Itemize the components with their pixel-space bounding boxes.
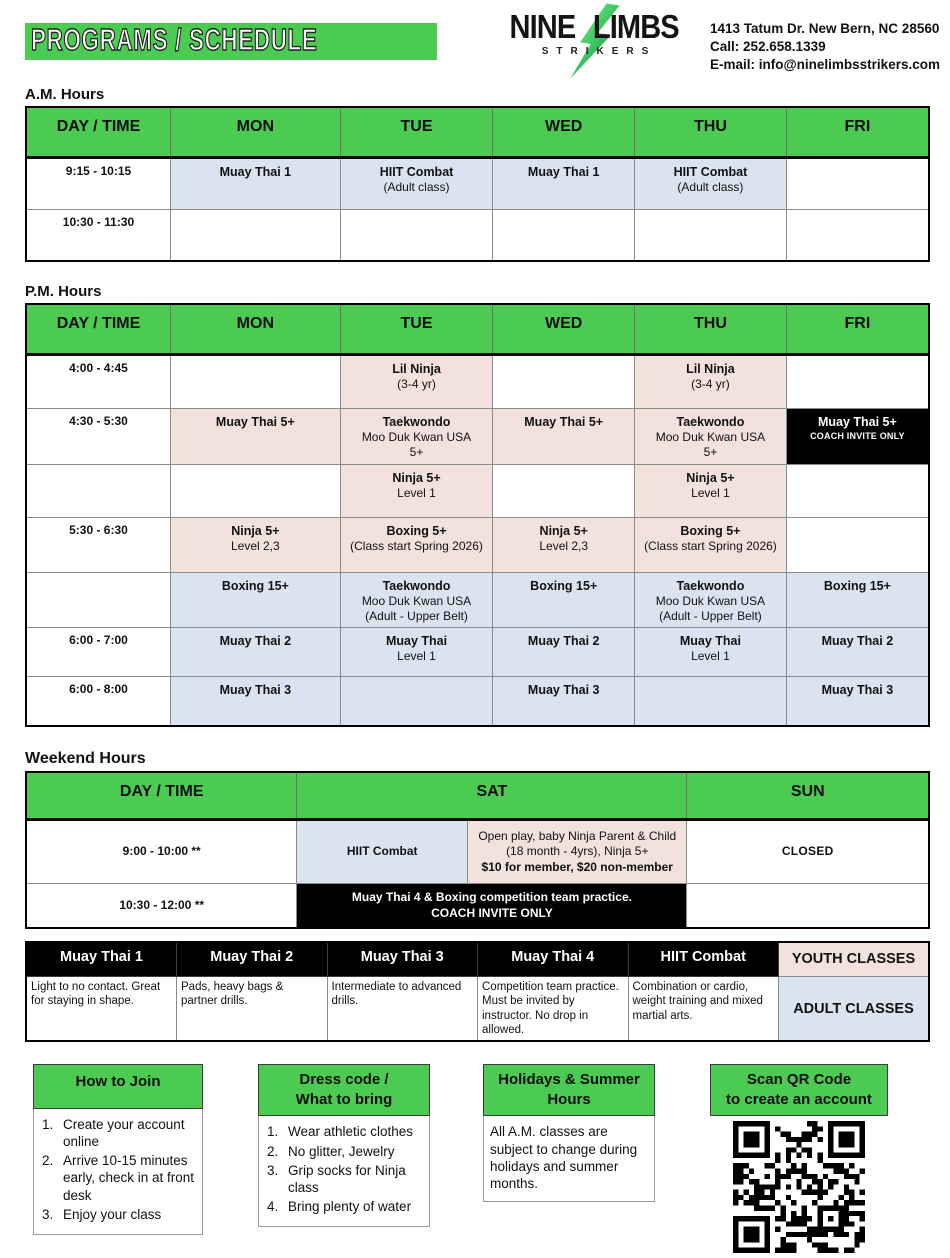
day-header: FRI [786,304,929,354]
class-cell: Boxing 15+ [786,572,929,627]
contact-info [710,20,940,74]
holidays-text: All A.M. classes are subject to change during holidays and summer months. [490,1124,638,1191]
day-header: THU [635,304,787,354]
day-header: FRI [786,107,929,157]
class-cell [170,464,340,517]
class-name-header: Muay Thai 1 [26,942,177,976]
class-cell [635,209,787,261]
brand-logo [505,10,685,57]
class-cell [786,464,929,517]
schedule-row [26,627,929,676]
pm-hours-section [0,283,950,727]
class-cell: Ninja 5+ Level 1 [340,464,493,517]
class-cell: Muay Thai 1 [493,157,635,209]
weekend-time-cell: 10:30 - 12:00 ** [26,883,297,928]
dress-code-title: Dress code / What to bring [258,1064,430,1116]
weekend-hiit-combat-cell: HIIT Combat [297,819,468,883]
how-to-join-list [38,1116,198,1223]
weekend-closed-cell: CLOSED [687,819,929,883]
dress-code-box [258,1064,430,1227]
pm-hours-label: P.M. Hours [25,283,102,300]
qr-title: Scan QR Code to create an account [710,1064,888,1116]
class-cell [170,209,340,261]
weekend-header-sun: SUN [687,772,929,819]
brand-word-nine: NINE [509,8,576,45]
class-cell: Muay Thai 2 [493,627,635,676]
class-cell: Muay Thai Level 1 [635,627,787,676]
class-cell: Boxing 15+ [170,572,340,627]
brand-subtitle: STRIKERS [541,46,657,57]
schedule-row [26,676,929,726]
am-hours-section [0,86,950,262]
weekend-empty-cell [687,883,929,928]
class-description: Pads, heavy bags & partner drills. [177,976,328,1041]
open-play-line1: Open play, baby Ninja Parent & Child [478,828,677,843]
time-cell: 10:30 - 11:30 [26,209,170,261]
class-description: Intermediate to advanced drills. [327,976,478,1041]
class-cell: Taekwondo Moo Duk Kwan USA 5+ [635,408,787,464]
class-description: Competition team practice. Must be invited by instructor. No drop in allowed. [478,976,629,1041]
class-cell [635,676,787,726]
list-item: Create your account online [63,1116,185,1150]
page-title-box [25,23,437,60]
weekend-hours-label: Weekend Hours [25,750,146,768]
class-info-table-mount [0,941,950,1042]
am-hours-table-mount [0,106,950,262]
schedule-row [26,464,929,517]
contact-phone: Call: 252.658.1339 [710,38,826,54]
list-item: Enjoy your class [63,1206,162,1222]
weekend-header-sat: SAT [297,772,687,819]
class-cell [786,157,929,209]
class-cell: Muay Thai 2 [170,627,340,676]
day-header: MON [170,304,340,354]
holidays-title: Holidays & Summer Hours [483,1064,655,1116]
day-header: THU [635,107,787,157]
class-cell: Muay Thai 5+ [493,408,635,464]
day-header: TUE [340,107,493,157]
class-name-header: Muay Thai 2 [177,942,328,976]
time-cell: 4:00 - 4:45 [26,354,170,408]
class-description: Combination or cardio, weight training and mixed martial arts. [628,976,779,1041]
pm-hours-table-mount [0,303,950,727]
class-cell: Muay Thai 3 [493,676,635,726]
time-cell [26,464,170,517]
how-to-join-title: How to Join [33,1064,203,1109]
class-cell: Muay Thai 1 [170,157,340,209]
list-item: Grip socks for Ninja class [288,1162,406,1195]
day-header: WED [493,304,635,354]
class-cell [786,209,929,261]
qr-code [733,1121,865,1253]
class-cell: Lil Ninja (3-4 yr) [635,354,787,408]
class-cell: Muay Thai 3 [170,676,340,726]
class-cell [493,209,635,261]
class-cell: Taekwondo Moo Duk Kwan USA (Adult - Upper Belt) [635,572,787,627]
weekend-hours-section [0,750,950,929]
class-cell: Boxing 5+ (Class start Spring 2026) [635,517,787,572]
day-header: DAY / TIME [26,107,170,157]
day-header: MON [170,107,340,157]
class-cell: Taekwondo Moo Duk Kwan USA 5+ [340,408,493,464]
competition-line2: COACH INVITE ONLY [431,905,553,920]
class-cell: Muay Thai 3 [786,676,929,726]
open-play-line2: (18 month - 4yrs), Ninja 5+ [506,844,649,859]
adult-classes-label: ADULT CLASSES [779,976,930,1041]
class-cell [340,676,493,726]
class-cell: Ninja 5+ Level 2,3 [493,517,635,572]
page-header [0,0,950,86]
brand-wordmark [505,10,685,43]
weekend-header-daytime: DAY / TIME [26,772,297,819]
youth-classes-label: YOUTH CLASSES [779,942,930,976]
schedule-row [26,354,929,408]
class-cell: Boxing 15+ [493,572,635,627]
am-table [25,106,930,262]
class-cell: Ninja 5+ Level 1 [635,464,787,517]
class-name-header: Muay Thai 3 [327,942,478,976]
how-to-join-box [33,1064,203,1234]
class-cell [170,354,340,408]
class-name-header: Muay Thai 4 [478,942,629,976]
time-cell: 6:00 - 8:00 [26,676,170,726]
list-item: Arrive 10-15 minutes early, check in at front desk [63,1153,195,1203]
class-cell [493,354,635,408]
class-cell: Ninja 5+ Level 2,3 [170,517,340,572]
class-info-table [25,941,930,1042]
class-cell: Muay Thai 5+ [170,408,340,464]
class-cell: Taekwondo Moo Duk Kwan USA (Adult - Upper Belt) [340,572,493,627]
day-header: WED [493,107,635,157]
class-cell: HIIT Combat (Adult class) [340,157,493,209]
day-header: TUE [340,304,493,354]
brand-word-limbs: LIMBS [593,8,680,45]
weekend-competition-cell [297,883,687,928]
competition-line1: Muay Thai 4 & Boxing competition team practice. [351,890,632,905]
class-description: Light to no contact. Great for staying in shape. [26,976,177,1041]
open-play-price: $10 for member, $20 non-member [481,859,673,874]
contact-address: 1413 Tatum Dr. New Bern, NC 28560 [710,21,940,36]
time-cell [26,572,170,627]
am-hours-label: A.M. Hours [25,86,105,103]
class-cell: Lil Ninja (3-4 yr) [340,354,493,408]
time-cell: 4:30 - 5:30 [26,408,170,464]
class-cell [493,464,635,517]
list-item: Bring plenty of water [288,1199,412,1214]
contact-email: E-mail: info@ninelimbsstrikers.com [710,56,940,72]
schedule-row [26,408,929,464]
time-cell: 5:30 - 6:30 [26,517,170,572]
class-cell: Muay Thai 5+ COACH INVITE ONLY [786,408,929,464]
class-cell [786,517,929,572]
list-item: Wear athletic clothes [288,1124,414,1140]
list-item: No glitter, Jewelry [288,1143,395,1159]
class-cell: Muay Thai 2 [786,627,929,676]
weekend-open-play-cell [468,819,687,883]
class-cell [786,354,929,408]
day-header: DAY / TIME [26,304,170,354]
weekend-time-cell: 9:00 - 10:00 ** [26,819,297,883]
pm-table [25,303,930,727]
class-cell [340,209,493,261]
class-cell: Boxing 5+ (Class start Spring 2026) [340,517,493,572]
class-name-header: HIIT Combat [628,942,779,976]
class-cell: Muay Thai Level 1 [340,627,493,676]
class-cell: HIIT Combat (Adult class) [635,157,787,209]
page-title: PROGRAMS / SCHEDULE [31,22,318,57]
holidays-box [483,1064,655,1202]
time-cell: 6:00 - 7:00 [26,627,170,676]
time-cell: 9:15 - 10:15 [26,157,170,209]
schedule-row [26,209,929,261]
dress-code-list [263,1123,425,1215]
schedule-row [26,572,929,627]
schedule-row [26,157,929,209]
weekend-table [25,771,930,929]
schedule-row [26,517,929,572]
